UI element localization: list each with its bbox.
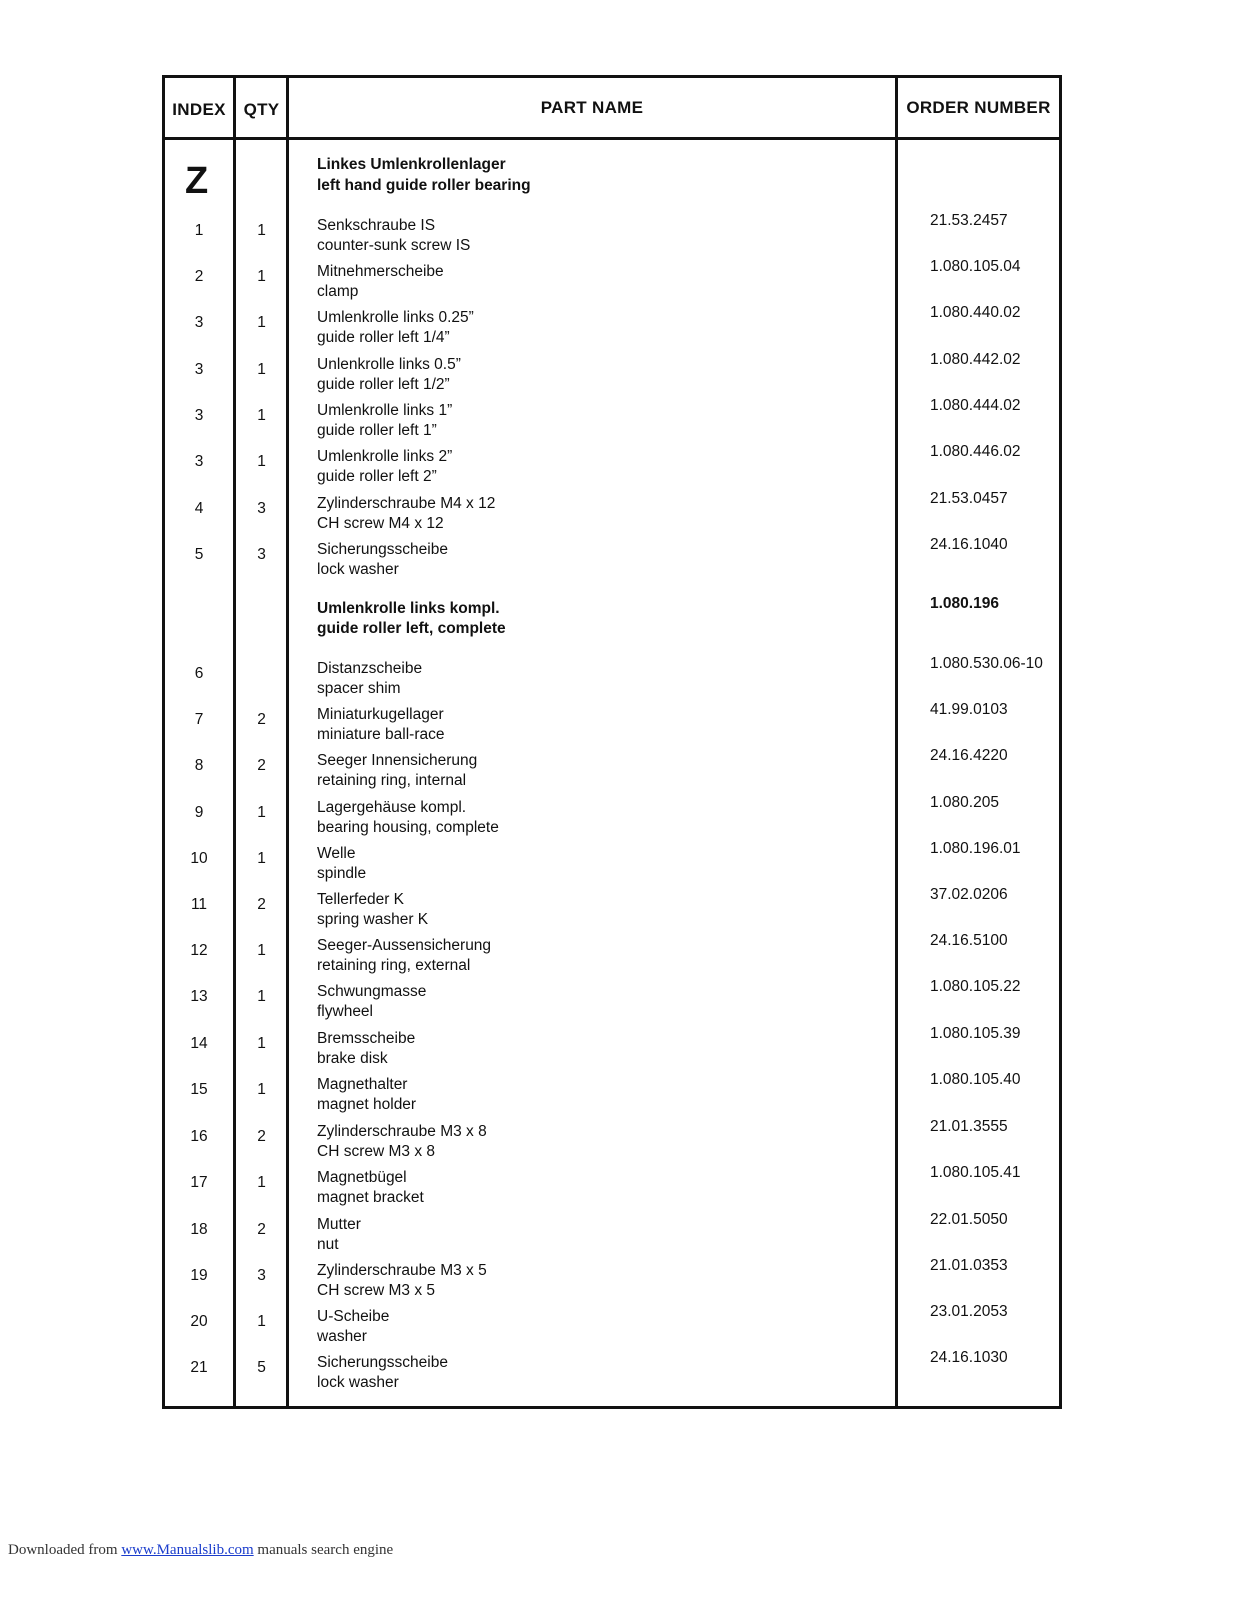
row-order-number: 23.01.2053 [930, 1303, 1008, 1320]
row-index: 12 [190, 942, 208, 959]
part-name-en: retaining ring, external [317, 957, 471, 974]
part-name-de: Tellerfeder K [317, 891, 405, 908]
row-qty: 1 [257, 407, 266, 424]
part-name-de: Umlenkrolle links 2” [317, 448, 453, 465]
row-part-name [317, 844, 897, 884]
row-qty: 1 [257, 314, 266, 331]
part-name-en: CH screw M3 x 5 [317, 1282, 435, 1299]
row-qty: 1 [257, 1174, 266, 1191]
row-part-name [317, 262, 897, 302]
row-qty: 1 [257, 453, 266, 470]
row-part-name [317, 308, 897, 348]
row-order-number: 1.080.105.39 [930, 1025, 1021, 1042]
part-name-de: Umlenkrolle links 1” [317, 402, 453, 419]
part-name-en: guide roller left, complete [317, 620, 506, 637]
footer-prefix: Downloaded from [8, 1542, 122, 1558]
part-name-en: guide roller left 1” [317, 422, 437, 439]
row-order-number: 22.01.5050 [930, 1211, 1008, 1228]
part-name-de: Seeger-Aussensicherung [317, 937, 492, 954]
row-order-number: 41.99.0103 [930, 701, 1008, 718]
part-name-en: magnet bracket [317, 1189, 424, 1206]
table-row [165, 794, 1059, 842]
row-index: 10 [190, 850, 208, 867]
part-name-de: Zylinderschraube M3 x 8 [317, 1123, 487, 1140]
part-name-en: counter-sunk screw IS [317, 237, 471, 254]
part-name-en: CH screw M3 x 8 [317, 1143, 435, 1160]
row-qty: 1 [257, 804, 266, 821]
row-qty: 3 [257, 1267, 266, 1284]
row-part-name [317, 540, 897, 580]
row-index: 13 [190, 988, 208, 1005]
group-title [317, 154, 531, 196]
row-qty: 1 [257, 1313, 266, 1330]
table-row [165, 212, 1059, 260]
group-title-en: left hand guide roller bearing [317, 177, 531, 194]
row-order-number: 1.080.105.04 [930, 258, 1021, 275]
part-name-en: bearing housing, complete [317, 819, 499, 836]
header-divider [165, 137, 1059, 140]
row-order-number: 24.16.1030 [930, 1349, 1008, 1366]
part-name-en: lock washer [317, 1374, 399, 1391]
row-part-name [317, 890, 897, 930]
row-index: 18 [190, 1221, 208, 1238]
part-name-en: lock washer [317, 561, 399, 578]
row-part-name [317, 599, 897, 639]
row-order-number: 24.16.5100 [930, 932, 1008, 949]
row-qty: 1 [257, 942, 266, 959]
table-row [165, 932, 1059, 980]
part-name-en: magnet holder [317, 1096, 417, 1113]
table-row [165, 840, 1059, 888]
group-letter: Z [185, 160, 209, 202]
row-index: 19 [190, 1267, 208, 1284]
table-row [165, 397, 1059, 445]
part-name-de: Magnethalter [317, 1076, 408, 1093]
table-row [165, 490, 1059, 538]
row-part-name [317, 751, 897, 791]
row-qty [236, 659, 287, 665]
header-index: INDEX [172, 99, 226, 119]
part-name-en: nut [317, 1236, 339, 1253]
row-order-number: 21.01.0353 [930, 1257, 1008, 1274]
row-qty: 1 [257, 988, 266, 1005]
row-order-number: 1.080.440.02 [930, 304, 1021, 321]
part-name-de: Seeger Innensicherung [317, 752, 478, 769]
row-qty: 1 [257, 1035, 266, 1052]
part-name-en: spacer shim [317, 680, 401, 697]
part-name-de: Welle [317, 845, 356, 862]
part-name-de: Mutter [317, 1216, 361, 1233]
part-name-de: Magnetbügel [317, 1169, 407, 1186]
row-qty [236, 599, 287, 605]
row-part-name [317, 659, 897, 699]
row-index: 20 [190, 1313, 208, 1330]
table-row [165, 1303, 1059, 1351]
row-index: 4 [194, 500, 204, 517]
part-name-de: Sicherungsscheibe [317, 1354, 448, 1371]
row-order-number: 1.080.446.02 [930, 443, 1021, 460]
header-qty: QTY [243, 99, 280, 119]
part-name-de: Umlenkrolle links 0.25” [317, 309, 474, 326]
row-qty: 2 [257, 1128, 266, 1145]
row-qty: 1 [257, 850, 266, 867]
header-order-number: ORDER NUMBER [906, 97, 1051, 117]
table-row [165, 1349, 1059, 1397]
row-part-name [317, 936, 897, 976]
row-part-name [317, 447, 897, 487]
row-qty: 2 [257, 1221, 266, 1238]
row-part-name [317, 1168, 897, 1208]
row-qty: 1 [257, 222, 266, 239]
row-index: 3 [194, 361, 204, 378]
row-part-name [317, 1122, 897, 1162]
table-row [165, 886, 1059, 934]
row-qty: 2 [257, 896, 266, 913]
part-name-de: Schwungmasse [317, 983, 427, 1000]
part-name-de: Zylinderschraube M3 x 5 [317, 1262, 487, 1279]
row-part-name [317, 216, 897, 256]
row-qty: 1 [257, 361, 266, 378]
table-row [165, 1071, 1059, 1119]
row-qty: 1 [257, 268, 266, 285]
part-name-en: miniature ball-race [317, 726, 445, 743]
row-index: 5 [194, 546, 204, 563]
part-name-en: washer [317, 1328, 367, 1345]
table-row [165, 304, 1059, 352]
table-row [165, 1025, 1059, 1073]
row-index: 15 [190, 1081, 208, 1098]
row-order-number: 37.02.0206 [930, 886, 1008, 903]
parts-table [162, 75, 1062, 1409]
footer-suffix: manuals search engine [253, 1542, 394, 1558]
row-index: 7 [194, 711, 204, 728]
table-row [165, 1211, 1059, 1259]
row-order-number: 1.080.105.22 [930, 978, 1021, 995]
part-name-de: Lagergehäuse kompl. [317, 799, 467, 816]
row-part-name [317, 705, 897, 745]
row-index: 3 [194, 314, 204, 331]
row-index: 6 [194, 665, 204, 682]
part-name-de: U-Scheibe [317, 1308, 390, 1325]
row-order-number: 21.01.3555 [930, 1118, 1008, 1135]
part-name-en: brake disk [317, 1050, 388, 1067]
part-name-de: Mitnehmerscheibe [317, 263, 444, 280]
part-name-en: spring washer K [317, 911, 429, 928]
row-part-name [317, 1029, 897, 1069]
row-index: 3 [194, 453, 204, 470]
part-name-de: Bremsscheibe [317, 1030, 416, 1047]
row-order-number: 24.16.4220 [930, 747, 1008, 764]
row-index: 17 [190, 1174, 208, 1191]
table-row [165, 258, 1059, 306]
row-part-name [317, 1261, 897, 1301]
part-name-de: Senkschraube IS [317, 217, 436, 234]
part-name-de: Umlenkrolle links kompl. [317, 600, 500, 617]
table-row [165, 978, 1059, 1026]
table-row [165, 595, 1059, 643]
part-name-en: flywheel [317, 1003, 373, 1020]
part-name-en: CH screw M4 x 12 [317, 515, 444, 532]
part-name-en: guide roller left 2” [317, 468, 437, 485]
row-part-name [317, 1353, 897, 1393]
part-name-de: Distanzscheibe [317, 660, 423, 677]
row-order-number: 1.080.530.06-10 [930, 655, 1043, 672]
table-row [165, 351, 1059, 399]
header-part-name: PART NAME [540, 97, 644, 117]
part-name-en: retaining ring, internal [317, 772, 467, 789]
row-index: 11 [190, 896, 208, 913]
row-part-name [317, 982, 897, 1022]
row-part-name [317, 401, 897, 441]
row-index: 21 [190, 1359, 208, 1376]
table-row [165, 655, 1059, 703]
table-row [165, 1164, 1059, 1212]
table-row [165, 701, 1059, 749]
part-name-en: guide roller left 1/2” [317, 376, 450, 393]
table-row [165, 1118, 1059, 1166]
table-row [165, 1257, 1059, 1305]
part-name-de: Unlenkrolle links 0.5” [317, 356, 461, 373]
row-index: 3 [194, 407, 204, 424]
row-part-name [317, 355, 897, 395]
row-index: 2 [194, 268, 204, 285]
part-name-en: spindle [317, 865, 367, 882]
row-index: 1 [194, 222, 204, 239]
part-name-en: clamp [317, 283, 359, 300]
part-name-de: Zylinderschraube M4 x 12 [317, 495, 496, 512]
table-row [165, 443, 1059, 491]
row-order-number: 21.53.0457 [930, 490, 1008, 507]
row-index: 16 [190, 1128, 208, 1145]
footer-link[interactable]: www.Manualslib.com [121, 1542, 254, 1558]
row-qty: 5 [257, 1359, 266, 1376]
row-order-number: 1.080.444.02 [930, 397, 1021, 414]
row-order-number: 1.080.442.02 [930, 351, 1021, 368]
row-order-number: 1.080.196.01 [930, 840, 1021, 857]
footer [8, 1542, 393, 1559]
part-name-de: Miniaturkugellager [317, 706, 444, 723]
row-qty: 2 [257, 757, 266, 774]
row-part-name [317, 494, 897, 534]
row-order-number: 1.080.105.40 [930, 1071, 1021, 1088]
table-row [165, 536, 1059, 584]
part-name-en: guide roller left 1/4” [317, 329, 450, 346]
table-row [165, 747, 1059, 795]
row-order-number: 24.16.1040 [930, 536, 1008, 553]
row-qty: 3 [257, 546, 266, 563]
row-order-number: 1.080.105.41 [930, 1164, 1021, 1181]
row-order-number: 21.53.2457 [930, 212, 1008, 229]
row-part-name [317, 1075, 897, 1115]
row-part-name [317, 1215, 897, 1255]
row-qty: 1 [257, 1081, 266, 1098]
row-qty: 2 [257, 711, 266, 728]
row-part-name [317, 1307, 897, 1347]
part-name-de: Sicherungsscheibe [317, 541, 448, 558]
row-order-number: 1.080.205 [930, 794, 999, 811]
row-index: 9 [194, 804, 204, 821]
row-index: 8 [194, 757, 204, 774]
row-part-name [317, 798, 897, 838]
row-index: 14 [190, 1035, 208, 1052]
row-order-number: 1.080.196 [930, 595, 999, 612]
row-qty: 3 [257, 500, 266, 517]
group-title-de: Linkes Umlenkrollenlager [317, 156, 506, 173]
row-index [165, 599, 233, 605]
